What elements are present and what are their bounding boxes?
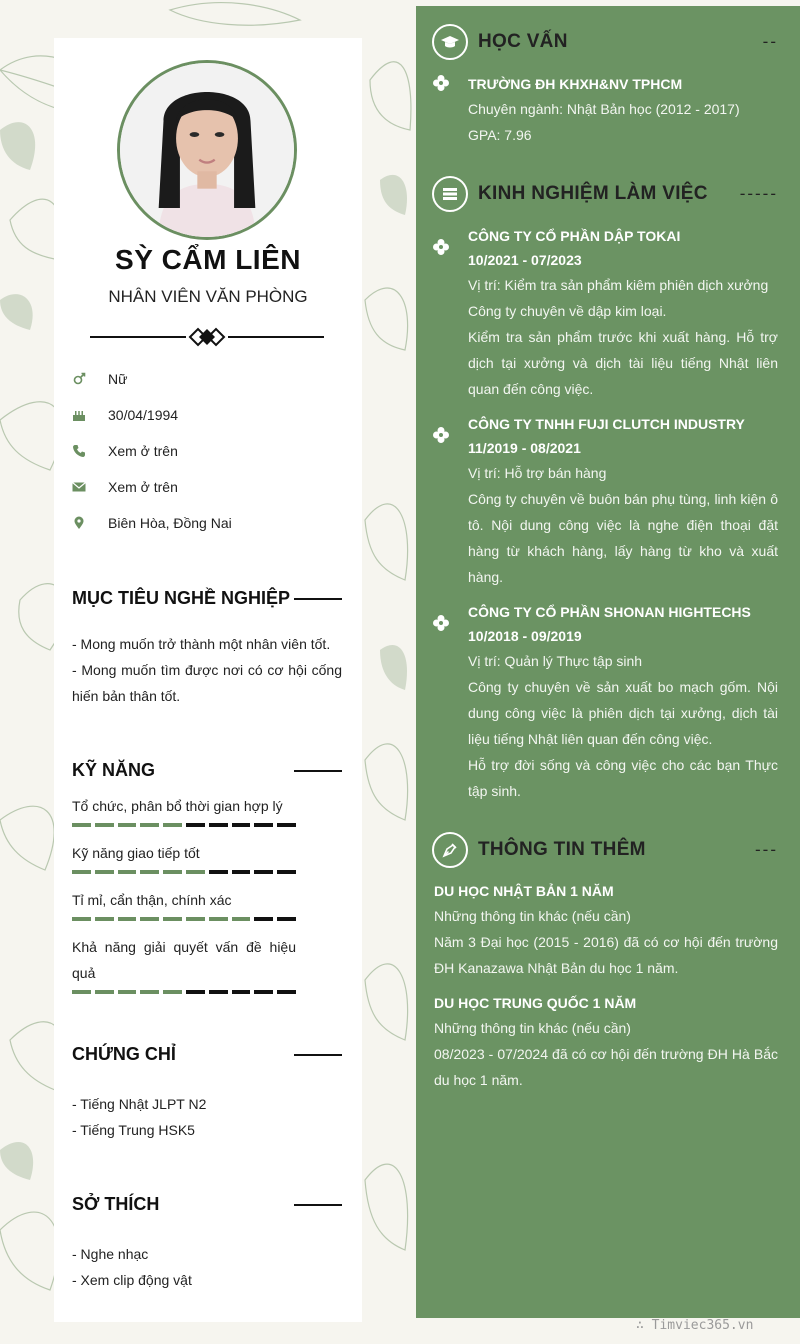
skill-segment-filled	[95, 870, 114, 874]
person-name: SỲ CẨM LIÊN	[115, 244, 301, 275]
skill-item	[72, 793, 296, 827]
skill-segment-empty	[232, 823, 251, 827]
education-heading	[432, 24, 778, 60]
skill-segment-empty	[209, 823, 228, 827]
contact-email-text: Xem ở trên	[108, 479, 178, 495]
skill-segment-empty	[186, 990, 205, 994]
skill-segment-filled	[118, 870, 137, 874]
certificates-text	[72, 1091, 342, 1143]
skill-segment-empty	[209, 990, 228, 994]
contact-gender-text: Nữ	[108, 371, 128, 387]
company-name: CÔNG TY CỔ PHẦN SHONAN HIGHTECHS	[468, 604, 751, 620]
experience-title: KINH NGHIỆM LÀM VIỆC	[478, 183, 708, 204]
certificates-title: CHỨNG CHỈ	[72, 1044, 176, 1064]
birthday-cake-icon	[72, 408, 108, 422]
skill-level-bar	[72, 990, 296, 994]
job-period: 11/2019 - 08/2021	[468, 440, 581, 456]
skill-segment-filled	[163, 917, 182, 921]
job-line: Vị trí: Hỗ trợ bán hàng	[468, 465, 607, 481]
skill-segment-filled	[95, 990, 114, 994]
skill-segment-empty	[254, 870, 273, 874]
job-line: Hỗ trợ đời sống và công việc cho các bạn Thực tập sinh.	[468, 757, 778, 799]
name-divider	[90, 326, 324, 348]
skill-segment-filled	[72, 917, 91, 921]
avatar	[117, 60, 297, 240]
additional-item-head: DU HỌC NHẬT BẢN 1 NĂM	[434, 883, 614, 899]
briefcase-icon	[432, 176, 468, 212]
contact-address	[72, 505, 342, 541]
envelope-icon	[72, 480, 108, 494]
additional-item	[434, 879, 778, 981]
skill-segment-empty	[254, 917, 273, 921]
certificates-heading	[72, 1044, 342, 1065]
skill-segment-filled	[186, 917, 205, 921]
company-name: CÔNG TY TNHH FUJI CLUTCH INDUSTRY	[468, 416, 745, 432]
flower-icon	[432, 238, 450, 256]
skill-label: Tổ chức, phân bổ thời gian hợp lý	[72, 798, 283, 814]
heading-rule	[294, 770, 342, 772]
additional-item	[434, 991, 778, 1093]
watermark: ∴ Timviec365.vn	[636, 1318, 754, 1333]
skills-list	[72, 793, 296, 1007]
hobby-line: - Nghe nhạc	[72, 1246, 149, 1262]
contact-info	[72, 361, 342, 541]
flower-icon	[432, 74, 450, 92]
skill-segment-empty	[277, 990, 296, 994]
job-period: 10/2018 - 09/2019	[468, 628, 582, 644]
additional-title: THÔNG TIN THÊM	[478, 839, 646, 860]
skill-segment-filled	[118, 917, 137, 921]
pen-nib-icon	[432, 832, 468, 868]
contact-birthday	[72, 397, 342, 433]
heading-dash: -----	[739, 184, 778, 203]
map-pin-icon	[72, 516, 108, 530]
skill-segment-empty	[277, 917, 296, 921]
additional-heading	[432, 832, 778, 868]
contact-email	[72, 469, 342, 505]
additional-line: 08/2023 - 07/2024 đã có cơ hội đến trường ĐH Hà Bắc du học 1 năm.	[434, 1046, 778, 1088]
job-line: Công ty chuyên về sản xuất bo mạch gốm. Nội dung công việc là phiên dịch tại xưởng, dịch tài liệu tiếng Nhật liên quan đến công việc.	[468, 679, 778, 747]
skill-segment-filled	[140, 990, 159, 994]
skill-segment-filled	[118, 990, 137, 994]
skill-segment-filled	[72, 870, 91, 874]
skill-level-bar	[72, 823, 296, 827]
objective-line: - Mong muốn tìm được nơi có cơ hội cống hiến bản thân tốt.	[72, 662, 342, 704]
skill-item	[72, 934, 296, 994]
skills-title: KỸ NĂNG	[72, 760, 156, 780]
skill-label: Khả năng giải quyết vấn đề hiệu quả	[72, 939, 296, 981]
skill-label: Tỉ mỉ, cẩn thận, chính xác	[72, 892, 232, 908]
skill-segment-filled	[72, 990, 91, 994]
skill-level-bar	[72, 917, 296, 921]
heading-dash: --	[762, 32, 778, 51]
skill-segment-filled	[163, 823, 182, 827]
skill-segment-filled	[72, 823, 91, 827]
skill-segment-empty	[232, 990, 251, 994]
gpa: GPA: 7.96	[468, 127, 532, 143]
contact-phone	[72, 433, 342, 469]
job-line: Vị trí: Quản lý Thực tập sinh	[468, 653, 643, 669]
additional-line: Năm 3 Đại học (2015 - 2016) đã có cơ hội đến trường ĐH Kanazawa Nhật Bản du học 1 năm.	[434, 934, 778, 976]
hobbies-title: SỞ THÍCH	[72, 1194, 160, 1214]
skill-item	[72, 840, 296, 874]
school-name: TRƯỜNG ĐH KHXH&NV TPHCM	[468, 76, 683, 92]
heading-rule	[294, 1054, 342, 1056]
additional-line: Những thông tin khác (nếu cần)	[434, 908, 631, 924]
skill-segment-empty	[277, 823, 296, 827]
skill-segment-filled	[232, 917, 251, 921]
contact-phone-text: Xem ở trên	[108, 443, 178, 459]
skill-segment-filled	[186, 870, 205, 874]
hobby-line: - Xem clip động vật	[72, 1272, 192, 1288]
job-line: Vị trí: Kiểm tra sản phẩm kiêm phiên dịch xưởng	[468, 277, 769, 293]
experience-heading	[432, 176, 778, 212]
skill-segment-filled	[209, 917, 228, 921]
skill-segment-filled	[163, 870, 182, 874]
job-period: 10/2021 - 07/2023	[468, 252, 582, 268]
skill-label: Kỹ năng giao tiếp tốt	[72, 845, 200, 861]
job-line: Kiểm tra sản phẩm trước khi xuất hàng. Hỗ trợ dịch tại xưởng và dịch tài liệu tiếng Nhật liên quan đến công việc.	[468, 329, 778, 397]
gender-icon	[72, 372, 108, 386]
objective-line: - Mong muốn trở thành một nhân viên tốt.	[72, 636, 331, 652]
skill-segment-empty	[254, 990, 273, 994]
major: Chuyên ngành: Nhật Bản học (2012 - 2017)	[468, 101, 740, 117]
heading-rule	[294, 1204, 342, 1206]
education-entry	[432, 72, 778, 148]
phone-icon	[72, 444, 108, 458]
skill-segment-filled	[163, 990, 182, 994]
skill-segment-filled	[118, 823, 137, 827]
graduation-cap-icon	[432, 24, 468, 60]
flower-icon	[432, 614, 450, 632]
job-entry	[432, 600, 778, 804]
certificate-line: - Tiếng Trung HSK5	[72, 1122, 195, 1138]
skill-segment-filled	[140, 823, 159, 827]
job-title: NHÂN VIÊN VĂN PHÒNG	[108, 287, 308, 306]
skill-level-bar	[72, 870, 296, 874]
job-line: Công ty chuyên về buôn bán phụ tùng, linh kiện ô tô. Nội dung công việc là nghe điện thoại đặt hàng từ khách hàng, lấy hàng từ kho và xuất hàng.	[468, 491, 778, 585]
skill-segment-empty	[254, 823, 273, 827]
hobbies-heading	[72, 1194, 342, 1215]
skill-item	[72, 887, 296, 921]
skills-heading	[72, 760, 342, 781]
skill-segment-filled	[95, 823, 114, 827]
skill-segment-empty	[277, 870, 296, 874]
heading-rule	[294, 598, 342, 600]
certificate-line: - Tiếng Nhật JLPT N2	[72, 1096, 207, 1112]
education-title: HỌC VẤN	[478, 31, 568, 52]
skill-segment-filled	[140, 917, 159, 921]
skill-segment-empty	[186, 823, 205, 827]
skill-segment-empty	[209, 870, 228, 874]
job-entry	[432, 412, 778, 590]
contact-gender	[72, 361, 342, 397]
additional-item-head: DU HỌC TRUNG QUỐC 1 NĂM	[434, 995, 637, 1011]
objective-text	[72, 631, 342, 709]
job-line: Công ty chuyên về dập kim loại.	[468, 303, 667, 319]
skill-segment-filled	[140, 870, 159, 874]
flower-icon	[432, 426, 450, 444]
additional-line: Những thông tin khác (nếu cần)	[434, 1020, 631, 1036]
heading-dash: ---	[755, 840, 778, 859]
contact-address-text: Biên Hòa, Đồng Nai	[108, 515, 232, 531]
skill-segment-filled	[95, 917, 114, 921]
objective-title: MỤC TIÊU NGHỀ NGHIỆP	[72, 588, 291, 608]
skill-segment-empty	[232, 870, 251, 874]
objective-heading	[72, 588, 342, 609]
hobbies-text	[72, 1241, 342, 1293]
contact-birthday-text: 30/04/1994	[108, 407, 179, 423]
job-entry	[432, 224, 778, 402]
company-name: CÔNG TY CỔ PHẦN DẬP TOKAI	[468, 228, 681, 244]
